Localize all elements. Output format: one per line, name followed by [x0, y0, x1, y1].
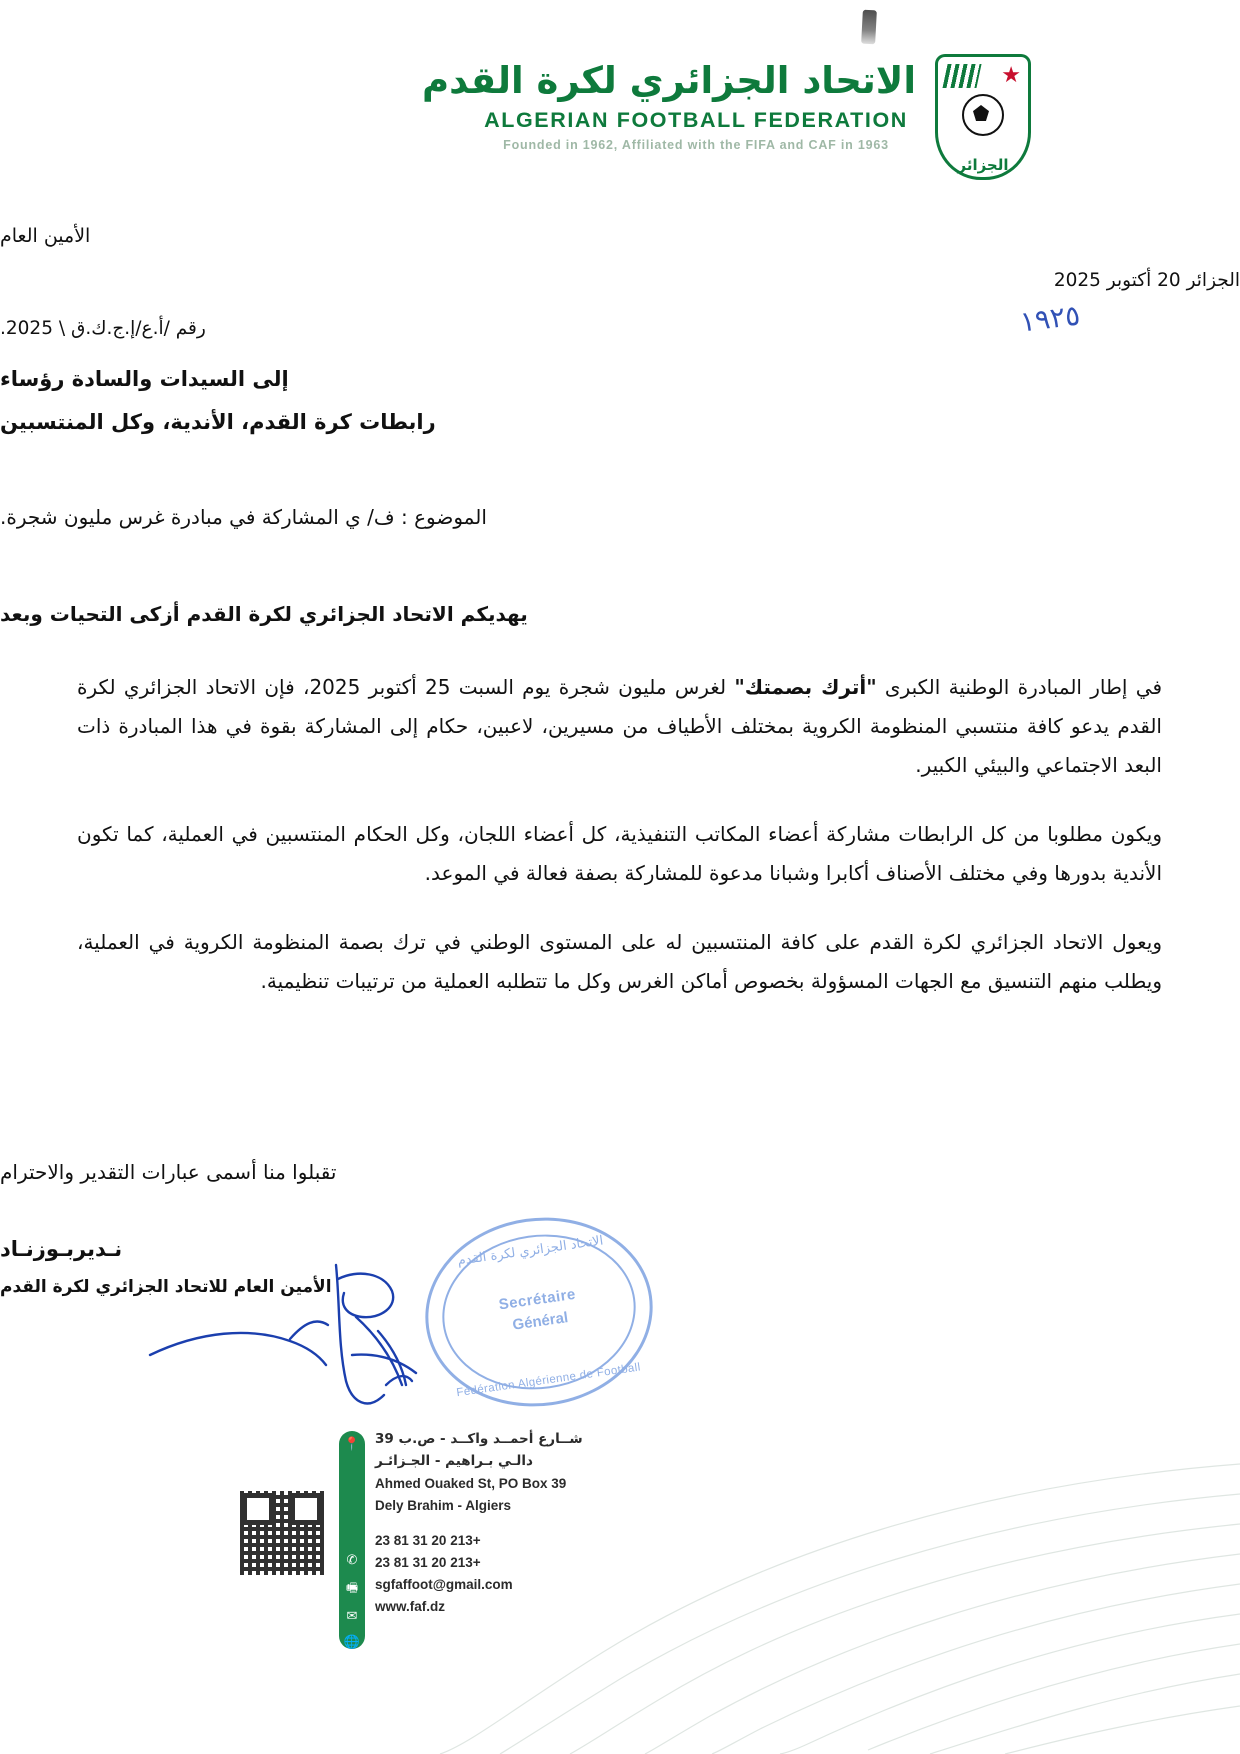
signatory-name: نـديربـوزنـاد — [0, 1237, 123, 1261]
fax-number: +213 20 31 81 23 — [375, 1555, 481, 1571]
phone-number: +213 20 31 81 23 — [375, 1533, 481, 1549]
footer-icon-bar — [339, 1431, 365, 1649]
website-url[interactable]: www.faf.dz — [375, 1599, 445, 1615]
phone-icon: ✆ — [346, 1552, 358, 1567]
footer-contact-block — [60, 1429, 620, 1659]
signatory-role: الأمين العام للاتحاد الجزائري لكرة القدم — [0, 1277, 332, 1297]
stamp-center-line-2: Général — [511, 1309, 570, 1334]
location-pin-icon: 📍 — [343, 1436, 361, 1451]
federation-crest-icon — [935, 54, 1031, 180]
body-paragraph-2: ويكون مطلوبا من كل الرابطات مشاركة أعضاء المكاتب التنفيذية، كل أعضاء اللجان، وكل الحكام المنتسبين في العملية، كما تكون الأندية بدورها وفي مختلف الأصناف أكابرا وشبانا مدعوة للمشاركة بصفة فعالة في الموعد. — [77, 822, 1162, 885]
body-paragraph-1 — [77, 668, 1162, 785]
handwritten-reference-number: ١٩٢٥ — [1018, 298, 1082, 339]
initiative-slogan: "أترك بصمتك" — [734, 675, 877, 699]
fax-icon: 🖷 — [345, 1580, 359, 1595]
founded-affiliation-line: Founded in 1962, Affiliated with the FIFA and CAF in 1963 — [503, 138, 889, 153]
email-icon: ✉ — [346, 1608, 358, 1623]
letterhead-header — [0, 50, 1240, 200]
federation-logo-text — [421, 58, 916, 153]
stamp-bottom-french: Fédération Algérienne de Football — [455, 1361, 642, 1400]
org-name-arabic: الاتحاد الجزائري لكرة القدم — [421, 59, 916, 102]
globe-icon: 🌐 — [343, 1634, 361, 1649]
address-arabic-line-1: شــارع أحمــد واكــد - ص.ب 39 — [375, 1431, 583, 1447]
secretary-general-title: الأمين العام — [0, 225, 91, 247]
addressee-line-2: رابطات كرة القدم، الأندية، وكل المنتسبين — [0, 410, 436, 435]
crest-star-icon: ★ — [1001, 62, 1021, 87]
official-stamp — [413, 1203, 665, 1421]
document-date: الجزائر 20 أكتوبر 2025 — [1053, 270, 1240, 291]
document-reference: رقم /أ.ع/إ.ج.ك.ق \ 2025. — [0, 318, 206, 339]
footer-text-column — [375, 1429, 620, 1618]
stamp-center-line-1: Secrétaire — [497, 1285, 577, 1314]
letter-body — [77, 668, 1162, 1031]
body-paragraph-3: ويعول الاتحاد الجزائري لكرة القدم على كافة المنتسبين له على المستوى الوطني في ترك بصمة المنظومة الكروية في العملية، ويطلب منهم التنسيق مع الجهات المسؤولة بخصوص أماكن الغرس وكل ما تتطلبه العملية من ترتيبات تنظيمية. — [77, 930, 1162, 993]
p1-before: في إطار المبادرة الوطنية الكبرى — [876, 675, 1162, 699]
staple-mark-icon — [861, 10, 877, 45]
address-arabic-line-2: دالـي بـراهيم - الجـزائـر — [375, 1452, 533, 1469]
crest-stripes-icon — [942, 64, 981, 88]
qr-code[interactable] — [240, 1491, 324, 1575]
email-address[interactable]: sgfaffoot@gmail.com — [375, 1577, 513, 1593]
p1-after: لغرس مليون شجرة يوم السبت 25 أكتوبر 2025، فإن الاتحاد الجزائري لكرة القدم يدعو كافة منتسبي المنظومة الكروية بمختلف الأطياف من مسيرين، لاعبين، حكام إلى المشاركة بقوة في هذا المبادرة ذات البعد الاجتماعي والبيئي الكبير. — [77, 675, 1162, 777]
address-english-line-2: Dely Brahim - Algiers — [375, 1497, 512, 1513]
greeting-line: يهديكم الاتحاد الجزائري لكرة القدم أزكى التحيات وبعد — [0, 602, 528, 626]
addressee-block — [0, 358, 707, 444]
addressee-line-1: إلى السيدات والسادة رؤساء — [0, 367, 289, 391]
address-english-line-1: Ahmed Ouaked St, PO Box 39 — [375, 1475, 567, 1491]
crest-label-arabic: الجزائر — [957, 156, 1009, 174]
closing-line: تقبلوا منا أسمى عبارات التقدير والاحترام — [0, 1160, 337, 1184]
crest-football-icon — [962, 94, 1004, 136]
stamp-top-arabic: الاتحاد الجزائري لكرة القدم — [456, 1233, 605, 1269]
subject-line: الموضوع : ف/ ي المشاركة في مبادرة غرس مليون شجرة. — [0, 505, 487, 529]
org-name-english: ALGERIAN FOOTBALL FEDERATION — [484, 108, 908, 133]
